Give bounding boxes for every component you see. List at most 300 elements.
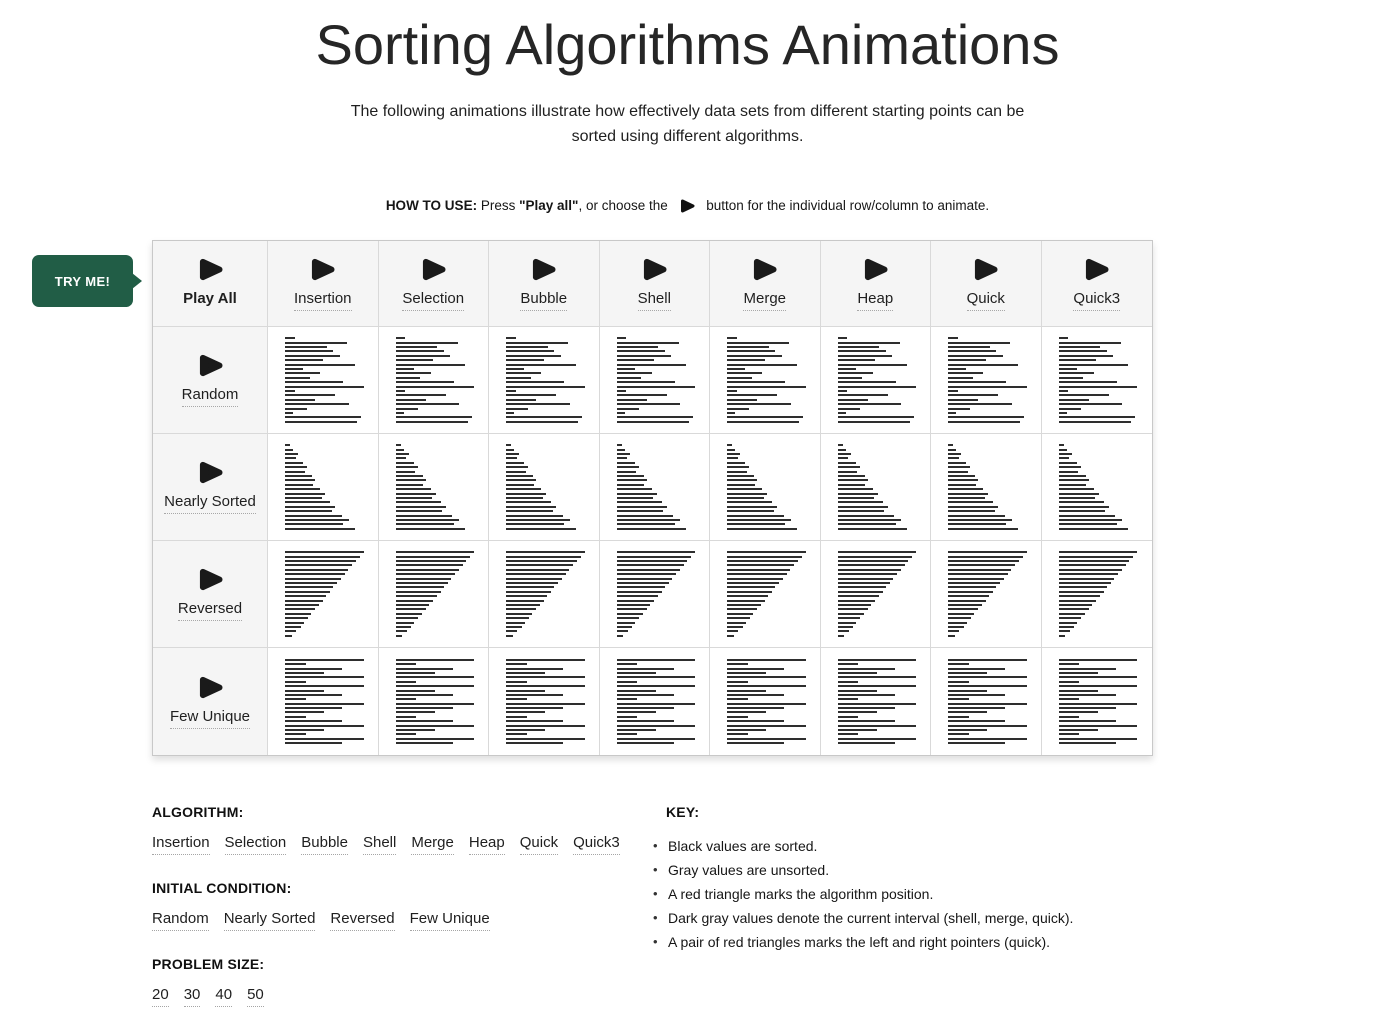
bar	[948, 725, 1027, 727]
bar	[948, 453, 961, 455]
bar	[285, 703, 364, 705]
bar	[1059, 668, 1116, 670]
bar	[727, 626, 743, 628]
bar	[285, 622, 304, 624]
bar-chart-few-unique-bubble	[506, 659, 588, 744]
bar	[396, 711, 435, 713]
bar	[506, 350, 554, 352]
bar	[506, 595, 547, 597]
bar	[285, 421, 357, 423]
subtitle-line-1: The following animations illustrate how effectively data sets from different starting points can be	[350, 103, 1025, 120]
bar	[1059, 564, 1126, 566]
bar	[1059, 569, 1122, 571]
bar	[1059, 528, 1129, 530]
bar	[506, 604, 540, 606]
problem-size-link-20[interactable]: 20	[152, 985, 169, 1007]
bar	[617, 564, 684, 566]
bar	[948, 493, 988, 495]
bar	[617, 600, 655, 602]
bar	[506, 681, 527, 683]
bar	[948, 408, 970, 410]
bar	[948, 337, 958, 339]
column-play-button-insertion[interactable]	[268, 241, 379, 327]
bar	[838, 551, 917, 553]
bar	[1059, 471, 1079, 473]
bar	[396, 681, 417, 683]
bar	[617, 681, 638, 683]
bar	[617, 578, 673, 580]
cell-few-unique-merge	[710, 648, 821, 755]
algorithm-link-shell[interactable]: Shell	[363, 833, 396, 855]
bar	[948, 403, 1012, 405]
bar	[617, 617, 640, 619]
bar	[285, 515, 342, 517]
bar	[285, 466, 307, 468]
bar	[838, 676, 917, 678]
bar	[838, 394, 888, 396]
bar	[838, 457, 849, 459]
bar	[617, 471, 637, 473]
problem-size-link-30[interactable]: 30	[184, 985, 201, 1007]
bar	[396, 694, 453, 696]
bar	[506, 586, 554, 588]
algorithm-link-selection[interactable]: Selection	[225, 833, 287, 855]
bar	[617, 506, 667, 508]
cell-random-insertion	[268, 327, 379, 434]
bar	[617, 604, 651, 606]
bar	[617, 377, 642, 379]
bar	[617, 350, 665, 352]
play-icon	[640, 257, 669, 282]
bar	[838, 462, 856, 464]
problem-size-heading: PROBLEM SIZE:	[152, 956, 265, 972]
page-subtitle	[0, 99, 1375, 149]
bar	[727, 586, 775, 588]
bar	[838, 493, 878, 495]
bar	[617, 346, 659, 348]
bar	[396, 668, 453, 670]
bar	[506, 711, 545, 713]
bar	[285, 733, 306, 735]
bar	[948, 386, 1027, 388]
bar	[396, 399, 426, 401]
bar	[838, 608, 868, 610]
bar	[285, 350, 333, 352]
bar	[727, 479, 757, 481]
bar	[506, 578, 562, 580]
bar	[285, 716, 306, 718]
play-all-button[interactable]	[153, 241, 268, 327]
bar	[727, 659, 806, 661]
column-play-button-quick[interactable]	[931, 241, 1042, 327]
cell-nearly-sorted-merge	[710, 434, 821, 541]
bar	[396, 403, 460, 405]
bar	[506, 707, 563, 709]
column-play-button-quick3[interactable]	[1042, 241, 1153, 327]
bar	[727, 346, 769, 348]
bar	[396, 672, 435, 674]
bar	[1059, 551, 1138, 553]
bar	[727, 355, 782, 357]
page-title: Sorting Algorithms Animations	[315, 13, 1060, 76]
bar	[396, 685, 475, 687]
bar	[1059, 381, 1117, 383]
bar	[285, 694, 342, 696]
bar	[838, 681, 859, 683]
initial-condition-heading: INITIAL CONDITION:	[152, 880, 292, 896]
bar	[838, 346, 880, 348]
bar	[1059, 364, 1129, 366]
bar	[617, 462, 635, 464]
bar	[838, 738, 917, 740]
bar	[506, 346, 548, 348]
bar	[838, 403, 902, 405]
bar	[727, 337, 737, 339]
bar	[838, 573, 898, 575]
bar	[617, 394, 667, 396]
bar	[727, 672, 766, 674]
bar	[727, 399, 757, 401]
bar	[285, 471, 305, 473]
bar	[617, 626, 633, 628]
bar	[396, 390, 406, 392]
bar	[506, 493, 546, 495]
bar	[838, 466, 860, 468]
bar	[285, 408, 307, 410]
row-play-button-few-unique[interactable]	[153, 648, 268, 755]
bar	[285, 573, 345, 575]
bar	[396, 501, 441, 503]
bar	[1059, 694, 1116, 696]
bar	[948, 421, 1020, 423]
cell-reversed-shell	[600, 541, 711, 648]
bar	[396, 466, 418, 468]
initial-condition-link-reversed[interactable]: Reversed	[330, 909, 394, 931]
row-play-button-nearly-sorted-label: Nearly Sorted	[164, 493, 256, 514]
bar	[617, 390, 627, 392]
algorithm-link-quick[interactable]: Quick	[520, 833, 558, 855]
algorithm-link-heap[interactable]: Heap	[469, 833, 505, 855]
bar	[948, 519, 1012, 521]
bar	[506, 466, 528, 468]
bar-chart-reversed-insertion	[285, 551, 367, 636]
bar	[838, 716, 859, 718]
bar	[396, 613, 422, 615]
bar	[285, 381, 343, 383]
bar	[1059, 613, 1085, 615]
bar	[838, 528, 908, 530]
bar	[948, 444, 953, 446]
row-play-button-nearly-sorted[interactable]	[153, 434, 268, 541]
bar	[285, 668, 342, 670]
bar	[727, 613, 753, 615]
bar	[838, 471, 858, 473]
row-play-button-random[interactable]	[153, 327, 268, 434]
bar	[727, 372, 762, 374]
bar	[727, 412, 735, 414]
bar	[727, 453, 740, 455]
bar	[948, 578, 1004, 580]
initial-condition-links	[152, 909, 652, 931]
bar	[396, 412, 404, 414]
bar	[948, 600, 986, 602]
bar	[285, 497, 322, 499]
bar	[948, 742, 1005, 744]
bar	[727, 501, 772, 503]
bar	[396, 381, 454, 383]
column-play-button-heap[interactable]	[821, 241, 932, 327]
bar	[838, 703, 917, 705]
bar	[396, 630, 407, 632]
bar	[727, 564, 794, 566]
column-play-button-quick3-label: Quick3	[1073, 290, 1120, 311]
column-play-button-bubble[interactable]	[489, 241, 600, 327]
bar	[506, 444, 511, 446]
bar	[1059, 595, 1100, 597]
key-section	[666, 804, 1146, 954]
column-play-button-merge-label: Merge	[743, 290, 786, 311]
bar	[506, 676, 585, 678]
bar	[727, 364, 797, 366]
problem-size-link-50[interactable]: 50	[247, 985, 264, 1007]
bar	[396, 421, 468, 423]
play-icon	[419, 257, 448, 282]
cell-nearly-sorted-bubble	[489, 434, 600, 541]
bar	[727, 617, 750, 619]
key-item: • Dark gray values denote the current interval (shell, merge, quick).	[666, 906, 1146, 930]
bar-chart-few-unique-insertion	[285, 659, 367, 744]
bar	[506, 488, 541, 490]
bar	[948, 551, 1027, 553]
bar	[948, 346, 990, 348]
cell-random-bubble	[489, 327, 600, 434]
bar	[396, 703, 475, 705]
bar	[1059, 510, 1106, 512]
bar	[948, 622, 967, 624]
bar	[838, 582, 890, 584]
column-play-button-selection[interactable]	[379, 241, 490, 327]
bar	[617, 479, 647, 481]
column-play-button-heap-label: Heap	[857, 290, 893, 311]
bar	[396, 493, 436, 495]
bar	[617, 453, 630, 455]
bar	[838, 368, 856, 370]
cell-random-merge	[710, 327, 821, 434]
algorithm-link-merge[interactable]: Merge	[411, 833, 454, 855]
bar	[396, 497, 433, 499]
bar	[838, 690, 877, 692]
bar	[285, 528, 355, 530]
bar	[948, 372, 983, 374]
algorithm-link-insertion[interactable]: Insertion	[152, 833, 210, 855]
bar	[1059, 733, 1080, 735]
bar	[727, 449, 735, 451]
column-play-button-shell[interactable]	[600, 241, 711, 327]
column-play-button-bubble-label: Bubble	[520, 290, 567, 311]
cell-few-unique-heap	[821, 648, 932, 755]
bar	[396, 729, 435, 731]
bar	[396, 372, 431, 374]
bar	[396, 515, 453, 517]
cell-reversed-bubble	[489, 541, 600, 648]
bar	[727, 359, 765, 361]
bar	[617, 672, 656, 674]
bar	[838, 668, 895, 670]
bar	[506, 694, 563, 696]
column-play-button-merge[interactable]	[710, 241, 821, 327]
bar	[285, 368, 303, 370]
bar	[948, 672, 987, 674]
bar-chart-reversed-quick	[948, 551, 1030, 636]
bar	[948, 663, 969, 665]
bar	[285, 462, 303, 464]
bar	[506, 630, 517, 632]
bar-chart-random-shell	[617, 337, 699, 422]
bar	[948, 466, 970, 468]
bar	[1059, 738, 1138, 740]
bar	[948, 573, 1008, 575]
bar	[1059, 716, 1080, 718]
initial-condition-link-few-unique[interactable]: Few Unique	[410, 909, 490, 931]
bar	[285, 377, 310, 379]
how-to-use-text-3: button for the individual row/column to animate.	[702, 198, 990, 213]
bar	[727, 408, 749, 410]
bar-chart-random-merge	[727, 337, 809, 422]
bar	[1059, 681, 1080, 683]
problem-size-link-40[interactable]: 40	[215, 985, 232, 1007]
bar	[838, 560, 909, 562]
row-play-button-reversed-label: Reversed	[178, 600, 242, 621]
bar-chart-few-unique-heap	[838, 659, 920, 744]
try-me-arrow-icon	[132, 273, 142, 289]
bar	[506, 738, 585, 740]
bar	[285, 591, 330, 593]
bar	[1059, 600, 1097, 602]
bar	[396, 342, 458, 344]
bar	[396, 346, 438, 348]
bar	[617, 444, 622, 446]
bar	[396, 528, 466, 530]
cell-random-quick3	[1042, 327, 1153, 434]
bar	[1059, 475, 1086, 477]
bar	[617, 359, 655, 361]
bar	[506, 471, 526, 473]
bar	[396, 707, 453, 709]
bar	[396, 622, 415, 624]
bar	[506, 703, 585, 705]
bar	[838, 707, 895, 709]
bar	[838, 337, 848, 339]
bar	[285, 551, 364, 553]
bar-chart-random-heap	[838, 337, 920, 422]
how-to-use-play-all: "Play all"	[519, 198, 579, 213]
bar	[1059, 711, 1098, 713]
bar	[727, 703, 806, 705]
bar	[285, 453, 298, 455]
bar	[396, 416, 472, 418]
bar	[396, 350, 444, 352]
key-item: • Black values are sorted.	[666, 834, 1146, 858]
bar	[1059, 515, 1116, 517]
bar	[948, 523, 1006, 525]
bar	[396, 595, 437, 597]
bar	[617, 738, 696, 740]
bar	[838, 399, 868, 401]
how-to-use-text-2: , or choose the	[578, 198, 672, 213]
bar	[838, 630, 849, 632]
bar	[506, 506, 556, 508]
bar	[948, 733, 969, 735]
bar	[1059, 573, 1119, 575]
bar	[285, 698, 306, 700]
bar	[1059, 720, 1116, 722]
bar	[948, 707, 1005, 709]
bar	[617, 703, 696, 705]
bar	[396, 716, 417, 718]
bar	[285, 372, 320, 374]
algorithm-link-quick3[interactable]: Quick3	[573, 833, 620, 855]
bar	[617, 676, 696, 678]
bar	[617, 416, 693, 418]
bar	[727, 386, 806, 388]
bar	[617, 515, 674, 517]
bar-chart-nearly-sorted-heap	[838, 444, 920, 529]
bar	[396, 617, 419, 619]
bar	[948, 635, 955, 637]
bar	[506, 408, 528, 410]
bar	[1059, 346, 1101, 348]
key-item: • A red triangle marks the algorithm position.	[666, 882, 1146, 906]
bar	[948, 694, 1005, 696]
try-me-label: TRY ME!	[54, 273, 111, 289]
hero-section	[0, 0, 1375, 149]
row-play-button-reversed[interactable]	[153, 541, 268, 648]
bar	[617, 663, 638, 665]
bar	[838, 359, 876, 361]
bar	[1059, 685, 1138, 687]
bar	[506, 510, 553, 512]
bar	[506, 377, 531, 379]
bar	[396, 453, 409, 455]
bar	[948, 560, 1019, 562]
play-icon	[861, 257, 890, 282]
bar	[396, 519, 460, 521]
bar	[396, 676, 475, 678]
bar	[838, 663, 859, 665]
bar	[727, 523, 785, 525]
bar	[617, 386, 696, 388]
bar	[948, 515, 1005, 517]
initial-condition-link-nearly-sorted[interactable]: Nearly Sorted	[224, 909, 316, 931]
bar	[506, 733, 527, 735]
bar	[285, 346, 327, 348]
bar	[838, 694, 895, 696]
bar	[838, 377, 863, 379]
bar	[948, 613, 974, 615]
algorithm-link-bubble[interactable]: Bubble	[301, 833, 348, 855]
bar	[1059, 377, 1084, 379]
bar	[396, 578, 452, 580]
play-icon	[308, 257, 337, 282]
bar-chart-random-bubble	[506, 337, 588, 422]
bar	[506, 386, 585, 388]
initial-condition-link-random[interactable]: Random	[152, 909, 209, 931]
bar	[838, 497, 875, 499]
bar	[396, 368, 414, 370]
cell-random-shell	[600, 327, 711, 434]
bar	[727, 608, 757, 610]
bar	[1059, 359, 1097, 361]
